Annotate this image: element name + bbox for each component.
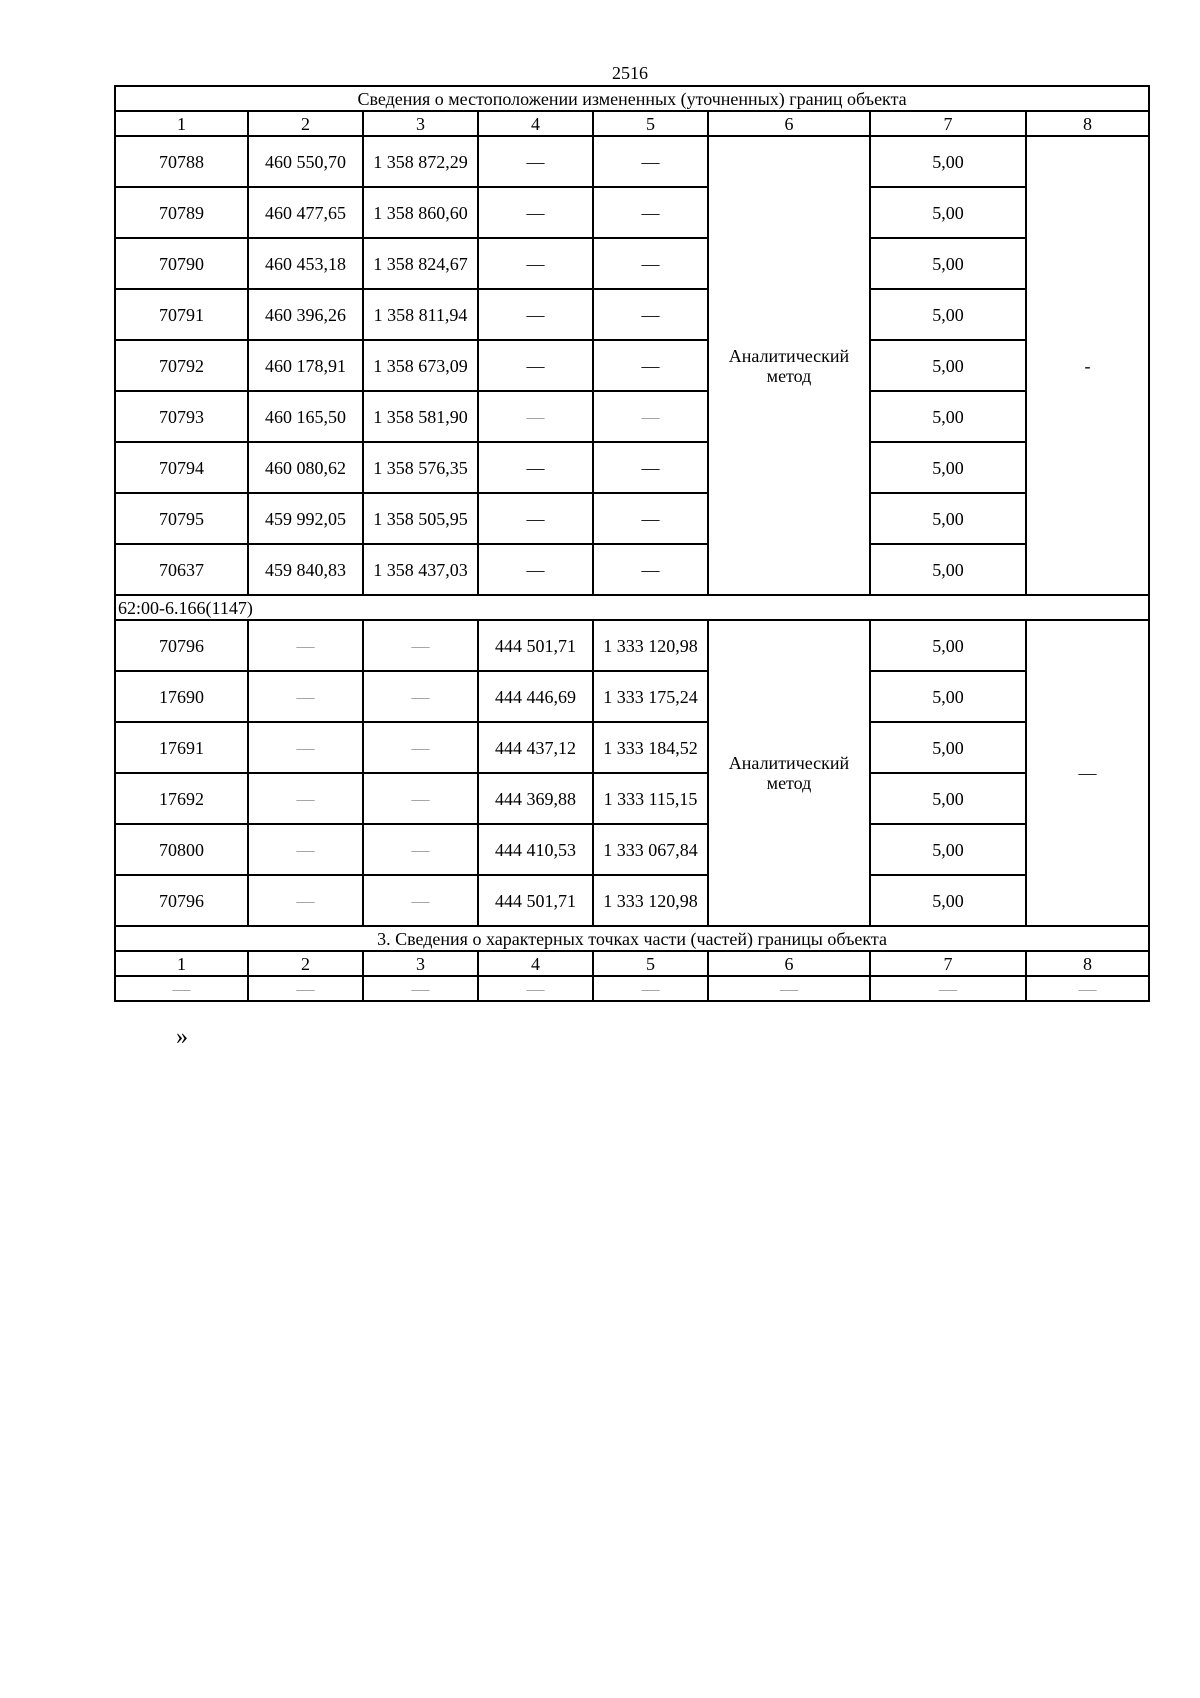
- table-cell: 1 358 872,29: [363, 136, 478, 187]
- table-cell: —: [593, 340, 708, 391]
- column-number-row: [115, 111, 1149, 136]
- column-number-row: [115, 951, 1149, 976]
- method-text: Аналитический: [728, 753, 850, 773]
- table-cell: 1 358 673,09: [363, 340, 478, 391]
- table-cell: —: [248, 824, 363, 875]
- table-cell: 70796: [115, 875, 248, 926]
- col8-cell: -: [1026, 136, 1149, 595]
- section-title: Сведения о местоположении измененных (уточненных) границ объекта: [115, 86, 1149, 111]
- table-cell: —: [593, 289, 708, 340]
- page-number: 2516: [612, 63, 648, 83]
- column-number: 3: [363, 951, 478, 976]
- table-cell: 70793: [115, 391, 248, 442]
- table-cell: 70637: [115, 544, 248, 595]
- table-cell: 444 410,53: [478, 824, 593, 875]
- table-cell: —: [593, 391, 708, 442]
- table-cell: —: [478, 544, 593, 595]
- column-number: 5: [593, 951, 708, 976]
- table-row: [115, 289, 1149, 340]
- table-cell: —: [478, 493, 593, 544]
- section-title-row: [115, 86, 1149, 111]
- table-cell: 444 501,71: [478, 875, 593, 926]
- table-cell: —: [593, 187, 708, 238]
- table-cell: 1 333 120,98: [593, 875, 708, 926]
- table-cell: 1 333 067,84: [593, 824, 708, 875]
- column-number: 5: [593, 111, 708, 136]
- column-number: 4: [478, 951, 593, 976]
- table-cell: 17691: [115, 722, 248, 773]
- table-row: [115, 620, 1149, 671]
- table-row: [115, 493, 1149, 544]
- table-row: [115, 824, 1149, 875]
- table-cell: 444 501,71: [478, 620, 593, 671]
- table-row: [115, 238, 1149, 289]
- table-cell: —: [478, 136, 593, 187]
- table-cell: 460 178,91: [248, 340, 363, 391]
- table-cell: 5,00: [870, 391, 1026, 442]
- table-cell: 459 840,83: [248, 544, 363, 595]
- column-number: 8: [1026, 951, 1149, 976]
- table-cell: 5,00: [870, 620, 1026, 671]
- boundary-table: [114, 85, 1150, 1002]
- table-cell: 1 358 811,94: [363, 289, 478, 340]
- table-cell: —: [363, 620, 478, 671]
- table-cell: 5,00: [870, 238, 1026, 289]
- table-cell: 460 080,62: [248, 442, 363, 493]
- table-cell: 70800: [115, 824, 248, 875]
- table-cell: 1 358 437,03: [363, 544, 478, 595]
- table-cell: 1 358 505,95: [363, 493, 478, 544]
- table-cell: 1 333 120,98: [593, 620, 708, 671]
- table-cell: 460 477,65: [248, 187, 363, 238]
- table-cell: 70794: [115, 442, 248, 493]
- table-cell: 5,00: [870, 875, 1026, 926]
- table-cell: —: [478, 976, 593, 1001]
- table-cell: —: [363, 824, 478, 875]
- table-row: [115, 544, 1149, 595]
- table-cell: —: [593, 442, 708, 493]
- method-cell: [708, 620, 870, 926]
- table-cell: —: [248, 773, 363, 824]
- table-cell: —: [593, 493, 708, 544]
- method-cell: [708, 136, 870, 595]
- table-cell: 1 358 860,60: [363, 187, 478, 238]
- table-cell: 460 165,50: [248, 391, 363, 442]
- table-cell: —: [478, 391, 593, 442]
- table-row: [115, 340, 1149, 391]
- table-row: [115, 722, 1149, 773]
- subsection-row: [115, 595, 1149, 620]
- table-cell: —: [363, 722, 478, 773]
- table-cell: 70790: [115, 238, 248, 289]
- table-cell: 1 333 115,15: [593, 773, 708, 824]
- table-cell: 17692: [115, 773, 248, 824]
- table-cell: 460 550,70: [248, 136, 363, 187]
- table-cell: 5,00: [870, 544, 1026, 595]
- table-cell: —: [593, 238, 708, 289]
- table-cell: 1 358 581,90: [363, 391, 478, 442]
- method-text: метод: [766, 773, 812, 793]
- table-cell: 444 437,12: [478, 722, 593, 773]
- column-number: 2: [248, 951, 363, 976]
- table-row: [115, 875, 1149, 926]
- table-cell: —: [248, 671, 363, 722]
- table-cell: 70796: [115, 620, 248, 671]
- table-cell: 1 358 824,67: [363, 238, 478, 289]
- table-cell: —: [1026, 976, 1149, 1001]
- column-number: 1: [115, 111, 248, 136]
- table-cell: —: [478, 187, 593, 238]
- table-cell: —: [478, 340, 593, 391]
- table-cell: —: [870, 976, 1026, 1001]
- closing-quote: »: [176, 1024, 188, 1050]
- table-cell: —: [363, 671, 478, 722]
- section3-title-row: [115, 926, 1149, 951]
- table-cell: —: [115, 976, 248, 1001]
- column-number: 3: [363, 111, 478, 136]
- subsection-label: 62:00-6.166(1147): [115, 595, 1149, 620]
- table-cell: 17690: [115, 671, 248, 722]
- section3-empty-row: [115, 976, 1149, 1001]
- table-cell: 444 369,88: [478, 773, 593, 824]
- table-body: [115, 86, 1149, 1001]
- table-cell: 5,00: [870, 824, 1026, 875]
- table-row: [115, 671, 1149, 722]
- table-cell: —: [363, 773, 478, 824]
- table-cell: 70788: [115, 136, 248, 187]
- table-cell: 459 992,05: [248, 493, 363, 544]
- table-cell: —: [248, 722, 363, 773]
- table-cell: —: [363, 976, 478, 1001]
- table-row: [115, 442, 1149, 493]
- table-cell: 5,00: [870, 289, 1026, 340]
- table-cell: 70791: [115, 289, 248, 340]
- column-number: 8: [1026, 111, 1149, 136]
- section3-title: 3. Сведения о характерных точках части (частей) границы объекта: [115, 926, 1149, 951]
- table-cell: 5,00: [870, 722, 1026, 773]
- column-number: 1: [115, 951, 248, 976]
- table-cell: 70789: [115, 187, 248, 238]
- table-row: [115, 773, 1149, 824]
- column-number: 7: [870, 111, 1026, 136]
- table-cell: 1 333 184,52: [593, 722, 708, 773]
- table-cell: —: [593, 976, 708, 1001]
- column-number: 4: [478, 111, 593, 136]
- table-cell: 1 333 175,24: [593, 671, 708, 722]
- table-row: [115, 391, 1149, 442]
- table-cell: —: [593, 544, 708, 595]
- table-cell: —: [248, 620, 363, 671]
- table-row: [115, 136, 1149, 187]
- column-number: 2: [248, 111, 363, 136]
- table-cell: 460 396,26: [248, 289, 363, 340]
- method-text: метод: [766, 365, 812, 386]
- table-cell: 5,00: [870, 773, 1026, 824]
- table-cell: 5,00: [870, 136, 1026, 187]
- table-cell: 1 358 576,35: [363, 442, 478, 493]
- table-cell: —: [593, 136, 708, 187]
- table-cell: 5,00: [870, 187, 1026, 238]
- column-number: 7: [870, 951, 1026, 976]
- table-cell: 5,00: [870, 671, 1026, 722]
- column-number: 6: [708, 111, 870, 136]
- col8-cell: —: [1026, 620, 1149, 926]
- table-cell: 444 446,69: [478, 671, 593, 722]
- table-cell: —: [248, 976, 363, 1001]
- method-text: Аналитический: [728, 345, 850, 366]
- table-cell: 5,00: [870, 493, 1026, 544]
- table-cell: 5,00: [870, 442, 1026, 493]
- table-cell: 70792: [115, 340, 248, 391]
- table-cell: 5,00: [870, 340, 1026, 391]
- table-cell: —: [478, 289, 593, 340]
- table-cell: —: [478, 238, 593, 289]
- table-row: [115, 187, 1149, 238]
- table-cell: 460 453,18: [248, 238, 363, 289]
- table-cell: 70795: [115, 493, 248, 544]
- table-cell: —: [363, 875, 478, 926]
- table-cell: —: [708, 976, 870, 1001]
- column-number: 6: [708, 951, 870, 976]
- table-cell: —: [248, 875, 363, 926]
- table-cell: —: [478, 442, 593, 493]
